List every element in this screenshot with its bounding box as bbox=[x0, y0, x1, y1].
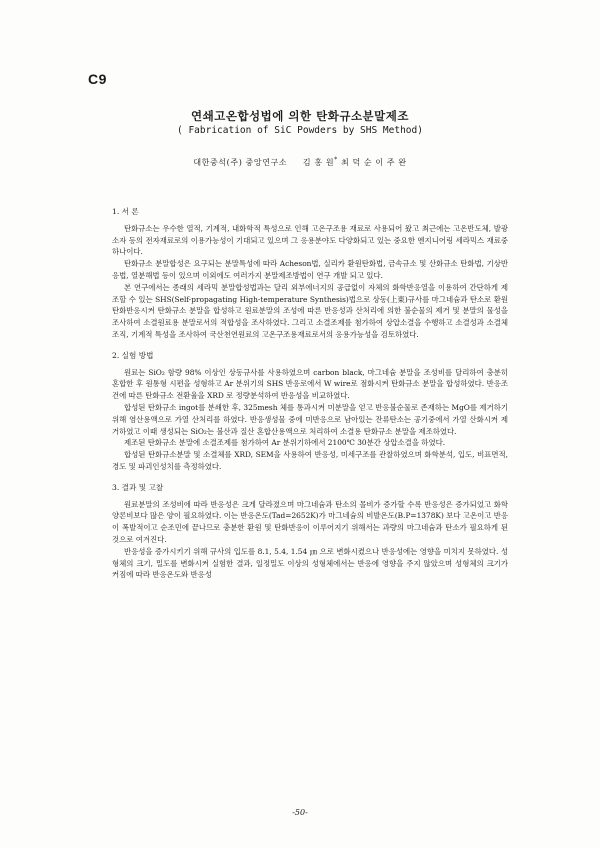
korean-title: 연쇄고온합성법에 의한 탄화규소분말제조 bbox=[191, 109, 409, 123]
co-authors: 최 덕 순 이 주 완 bbox=[340, 158, 407, 167]
section-heading: 3. 결과 및 고찰 bbox=[112, 482, 164, 492]
paragraph: 원료는 SiO₂ 함량 98% 이상인 상동규사를 사용하였으며 carbon black, 마그네슘 분말을 조성비를 달리하여 충분히 혼합한 후 원통형 시편을 성형하고 Ar 분위기의 SHS 반응로에서 W wire로 점화시켜 탄화규소 분말을 합성하였다. 반응조건에 따른 탄화규소 전환율을 XRD 로 정량분석하여 반응성을 비교하였다. bbox=[112, 367, 508, 401]
page-number: -50- bbox=[292, 808, 308, 817]
section-heading: 2. 실험 방법 bbox=[112, 350, 154, 360]
section-methods bbox=[112, 350, 508, 473]
abstract-code: C9 bbox=[88, 71, 107, 87]
section-results bbox=[112, 482, 508, 581]
paragraph: 제조된 탄화규소 분말에 소결조제를 첨가하여 Ar 분위기하에서 2100℃ 30분간 상압소결을 하였다. bbox=[124, 438, 446, 448]
paragraph: 탄화규소는 우수한 열적, 기계적, 내화학적 특성으로 인해 고온구조용 재료로 사용되어 왔고 최근에는 고온반도체, 발광소자 등의 전자재료로의 이용가능성이 기대되고 있으며 그 응용분야도 다양화되고 있는 중요한 엔지니어링 세라믹스 재료중 하나이다. bbox=[112, 223, 508, 257]
author-line bbox=[0, 157, 600, 168]
paragraph: 합성된 탄화규소분말 및 소결체를 XRD, SEM을 사용하여 반응성, 미세구조를 관찰하였으며 화학분석, 입도, 비표면적, 경도 및 파괴인성치를 측정하였다. bbox=[112, 450, 508, 471]
paragraph: 탄화규소 분말합성은 요구되는 분말특성에 따라 Acheson법, 실리카 환원탄화법, 금속규소 및 산화규소 탄화법, 기상반응법, 열분해법 등이 있으며 이외에도 여러가지 분말제조방법이 연구 개발 되고 있다. bbox=[112, 259, 508, 280]
section-heading: 1. 서 론 bbox=[112, 207, 139, 216]
paragraph: 원료분말의 조성비에 따라 반응성은 크게 달라졌으며 마그네슘과 탄소의 몰비가 증가할 수록 반응성은 증가되었고 화학양론비보다 많은 양이 필요하였다. 이는 반응온도(Tad=2652K)가 마그네슘의 비발온도(B.P=1378K) 보다 고온이고 반응이 폭발적이고 순조민에 끝나므로 충분한 환원 및 탄화반응이 이루어지기 위해서는 과량의 마그네슘과 탄소가 필요하게 된 것으로 여겨진다. bbox=[112, 499, 508, 544]
body-text bbox=[112, 206, 508, 590]
presenting-author: 김 홍 원 bbox=[302, 158, 335, 167]
presenter-marker: * bbox=[334, 156, 338, 164]
paragraph: 반응성을 증가시키기 위해 규사의 입도를 8.1, 5.4, 1.54 ㎛ 으로 변화시켰으나 반응성에는 영향을 미치지 못하였다. 성형체의 크기, 밀도를 변화시켜 실험한 결과, 일정밀도 이상의 성형체에서는 반응에 영향을 주지 않았으며 성형체의 크기가 커짐에 따라 반응온도와 반응성 bbox=[112, 546, 508, 580]
english-title: ( Fabrication of SiC Powders by SHS Method) bbox=[177, 125, 423, 136]
paragraph: 합성된 탄화규소 ingot를 분쇄한 후, 325mesh 체를 통과시켜 미분말을 얻고 반응불순물로 존재하는 MgO를 제거하기 위해 염산용액으로 가열 산처리를 하였다. 반응생성물 중에 미반응으로 남아있는 잔류탄소는 공기중에서 가열 산화시켜 제거하였고 이때 생성되는 SiO₂는 불산과 질산 혼합산용액으로 처리하여 소결용 탄화규소 분말을 제조하였다. bbox=[112, 402, 508, 436]
section-introduction bbox=[112, 206, 508, 341]
paragraph: 본 연구에서는 종래의 세라믹 분말합성법과는 달리 외부에너지의 공급없이 자체의 화학반응열을 이용하여 간단하게 제조할 수 있는 SHS(Self-propagating High-temperature Synthesis)법으로 상동(上東)규사를 마그네슘과 탄소로 환원 탄화반응시켜 탄화규소 분말을 합성하고 원료분말의 조성에 따른 반응성과 산처리에 의한 불순물의 제거 및 분말의 물성을 조사하여 소결원료용 분말로서의 적합성을 조사하였다. 그리고 소결조제를 첨가하여 상압소결을 수행하고 소결성과 소결체조직, 기계적 특성을 조사하여 국산천연원료의 고온구조용재료로서의 응용가능성을 검토하였다. bbox=[112, 282, 508, 339]
affiliation: 대한중석(주) 중앙연구소 bbox=[193, 158, 288, 167]
